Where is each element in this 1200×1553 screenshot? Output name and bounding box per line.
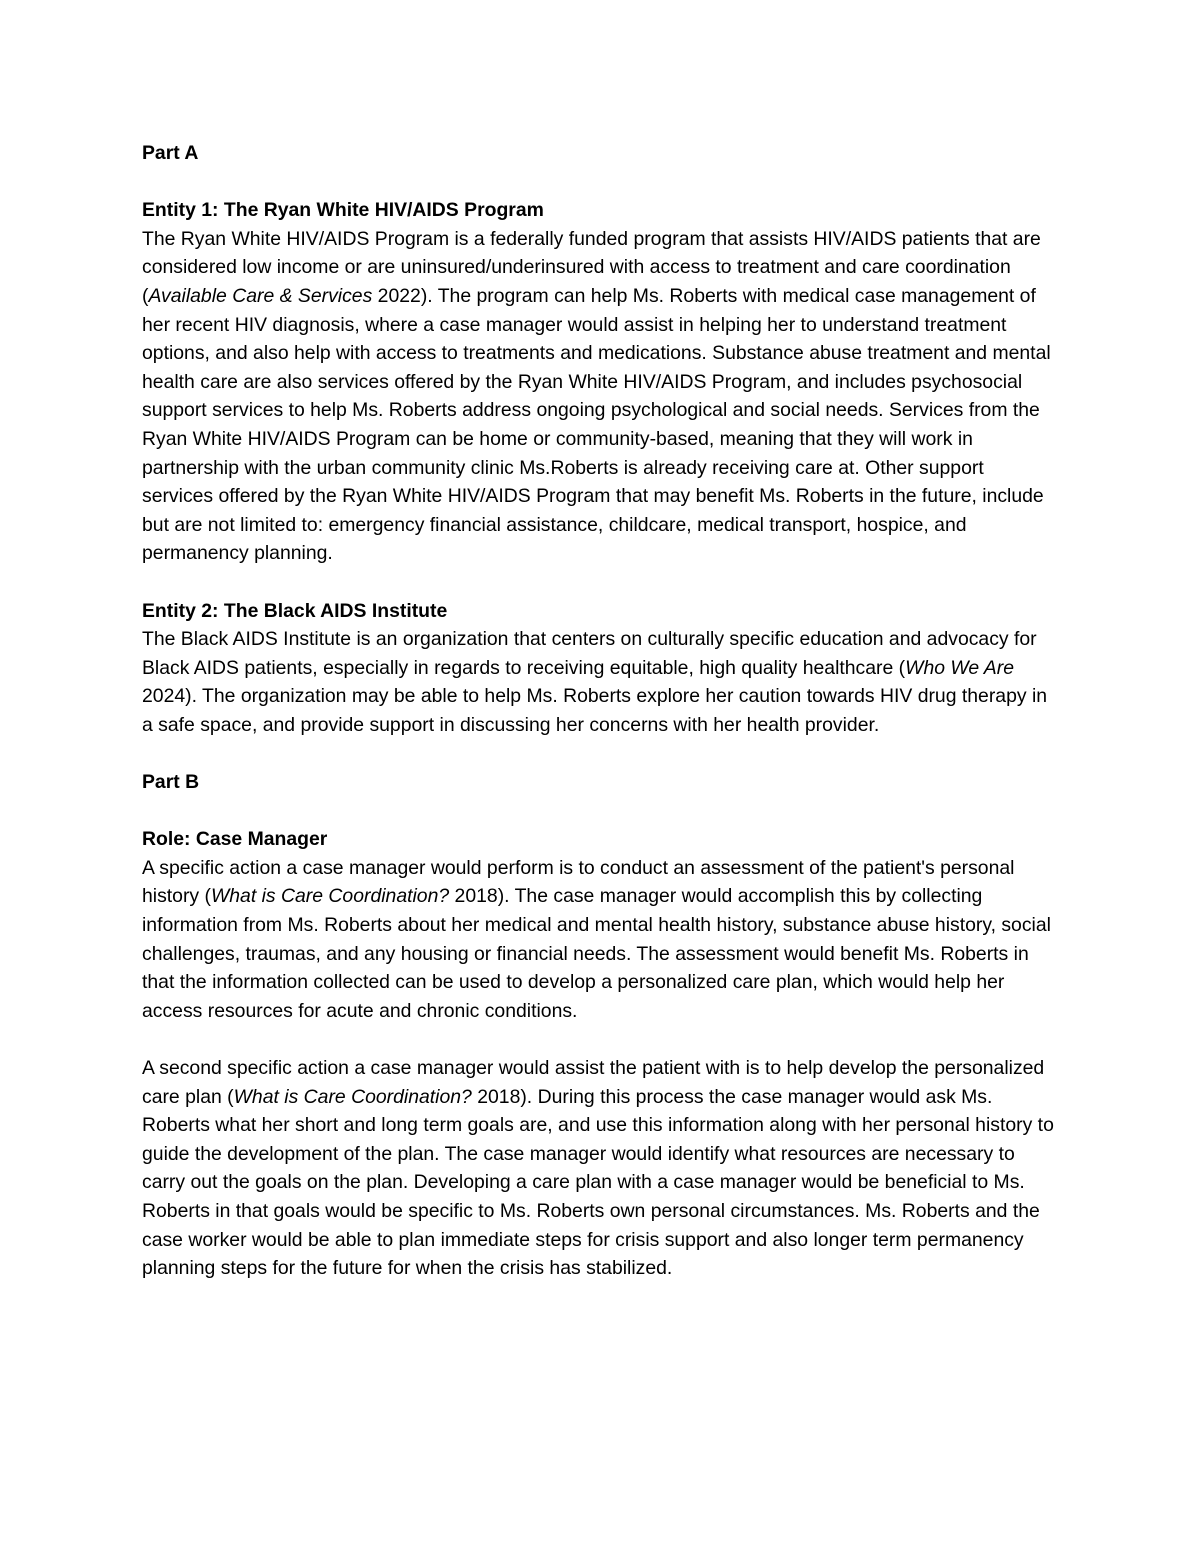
spacer	[142, 568, 1060, 597]
entity-2-heading: Entity 2: The Black AIDS Institute	[142, 599, 448, 622]
part-a-heading: Part A	[142, 142, 199, 164]
role-p2-text-start: A second specific action a case manager would assist the patient with is to help develop the personalized care plan (	[142, 1057, 1045, 1108]
entity-1-text-end: 2022). The program can help Ms. Roberts with medical case management of her recent HIV diagnosis, where a case manager would assist in helping her to understand treatment options, and also help with access to treatments and medications. Substance abuse treatment and mental health care are also services offered by the Ryan White HIV/AIDS Program, and includes psychosocial support services to help Ms. Roberts address ongoing psychological and social needs. Services from the Ryan White HIV/AIDS Program can be home or community-based, meaning that they will work in partnership with the urban community clinic Ms.Roberts is already receiving care at. Other support services offered by the Ryan White HIV/AIDS Program that may benefit Ms. Roberts in the future, include but are not limited to: emergency financial assistance, childcare, medical transport, hospice, and permanency planning.	[142, 284, 1051, 565]
entity-1-text-start: The Ryan White HIV/AIDS Program is a federally funded program that assists HIV/AIDS patients that are considered low income or are uninsured/underinsured with access to treatment and care coordination (	[142, 227, 1041, 307]
role-p1-text-end: 2018). The case manager would accomplish this by collecting information from Ms. Roberts about her medical and mental health history, substance abuse history, social challenges, traumas, and any housing or financial needs. The assessment would benefit Ms. Roberts in that the information collected can be used to develop a personalized care plan, which would help her access resources for acute and chronic conditions.	[142, 885, 1051, 1022]
role-p1-citation: What is Care Coordination?	[210, 885, 450, 908]
entity-2-citation: Who We Are	[905, 656, 1014, 679]
spacer	[142, 739, 1060, 768]
entity-2-text-end: 2024). The organization may be able to help Ms. Roberts explore her caution towards HIV drug therapy in a safe space, and provide support in discussing her concerns with her health provider.	[142, 685, 1048, 736]
entity-1-heading: Entity 1: The Ryan White HIV/AIDS Program	[142, 199, 544, 222]
role-p1-text-start: A specific action a case manager would perform is to conduct an assessment of the patient's personal history (	[142, 856, 1015, 908]
entity-2-text-start: The Black AIDS Institute is an organization that centers on culturally specific education and advocacy for Black AIDS patients, especially in regards to receiving equitable, high quality healthcare (	[142, 628, 1037, 679]
spacer	[142, 168, 1060, 197]
role-paragraph-2	[142, 1054, 1060, 1283]
role-paragraph-1	[142, 854, 1060, 1026]
entity-2-paragraph	[142, 625, 1060, 739]
role-heading: Role: Case Manager	[142, 828, 328, 851]
spacer	[142, 1025, 1060, 1054]
entity-1-paragraph	[142, 225, 1060, 568]
document-page	[142, 139, 1060, 1283]
role-p2-text-end: 2018). During this process the case manager would ask Ms. Roberts what her short and long term goals are, and use this information along with her personal history to guide the development of the plan. The case manager would identify what resources are necessary to carry out the goals on the plan. Developing a care plan with a case manager would be beneficial to Ms. Roberts in that goals would be specific to Ms. Roberts own personal circumstances. Ms. Roberts and the case worker would be able to plan immediate steps for crisis support and also longer term permanency planning steps for the future for when the crisis has stabilized.	[142, 1085, 1054, 1280]
entity-1-citation: Available Care & Services	[148, 284, 373, 307]
spacer	[142, 797, 1060, 826]
part-b-heading: Part B	[142, 771, 200, 794]
role-p2-citation: What is Care Coordination?	[233, 1085, 472, 1108]
